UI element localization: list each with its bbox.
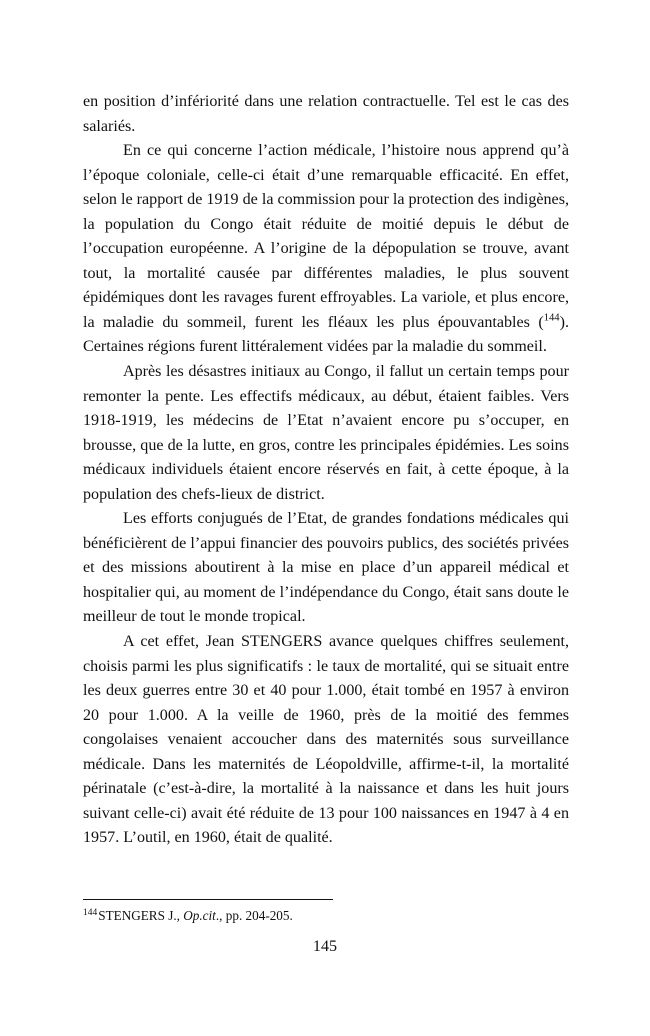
footnote-work-title: Op.cit <box>183 908 216 923</box>
footnote-reference-marker[interactable]: 144 <box>543 312 560 324</box>
footnote-number: 144 <box>83 907 98 918</box>
paragraph-opening: en position d’infériorité dans une relation contractuelle. Tel est le cas des salariés. <box>83 93 569 135</box>
paragraph-text-after-footnote: ). Certaines régions furent littéralement vidées par la maladie du sommeil. <box>83 313 569 356</box>
footnote-area <box>83 899 569 924</box>
paragraph-text-before-footnote: En ce qui concerne l’action médicale, l’histoire nous apprend qu’à l’époque coloniale, celle-ci était d’une remarquable efficacité. En effet, selon le rapport de 1919 de la commission pour la protection des indigènes, la population du Congo était réduite de moitié depuis le début de l’occupation européenne. A l’origine de la dépopulation se trouve, avant tout, la mortalité causée par différentes maladies, le plus souvent épidémiques dont les ravages furent effroyables. La variole, et plus encore, la maladie du sommeil, furent les fléaux les plus épouvantables ( <box>83 142 569 331</box>
footnote-entry <box>83 907 569 924</box>
paragraph-after-disasters: Après les désastres initiaux au Congo, il fallut un certain temps pour remonter la pente. Les effectifs médicaux, au début, étaient faibles. Vers 1918-1919, les médecins de l’Etat n’avaient encore pu s’occuper, en brousse, que de la lutte, en gros, contre les principales épidémies. Les soins médicaux individuels étaient encore réservés en fait, à cette époque, à la population des chefs-lieux de district. <box>83 363 569 503</box>
body-text-block <box>83 90 569 851</box>
paragraph-stengers-figures: A cet effet, Jean STENGERS avance quelques chiffres seulement, choisis parmi les plus significatifs : le taux de mortalité, qui se situait entre les deux guerres entre 30 et 40 pour 1.000, était tombé en 1957 à environ 20 pour 1.000. A la veille de 1960, près de la moitié des femmes congolaises venaient accoucher dans des maternités sous surveillance médicale. Dans les maternités de Léopoldville, affirme-t-il, la mortalité périnatale (c’est-à-dire, la mortalité à la naissance et dans les huit jours suivant celle-ci) avait été réduite de 13 pour 100 naissances en 1947 à 4 en 1957. L’outil, en 1960, était de qualité. <box>83 633 569 847</box>
page-number: 145 <box>312 938 338 955</box>
paragraph-medical-action <box>83 139 569 360</box>
footnote-author: STENGERS J., <box>98 908 180 923</box>
footnote-pages: ., pp. 204-205. <box>215 908 293 923</box>
footnote-separator-rule <box>83 899 333 900</box>
paragraph-joint-efforts: Les efforts conjugués de l’Etat, de grandes fondations médicales qui bénéficièrent de l’appui financier des pouvoirs publics, des sociétés privées et des missions aboutirent à la mise en place d’un appareil médical et hospitalier qui, au moment de l’indépendance du Congo, était sans doute le meilleur de tout le monde tropical. <box>83 510 569 626</box>
